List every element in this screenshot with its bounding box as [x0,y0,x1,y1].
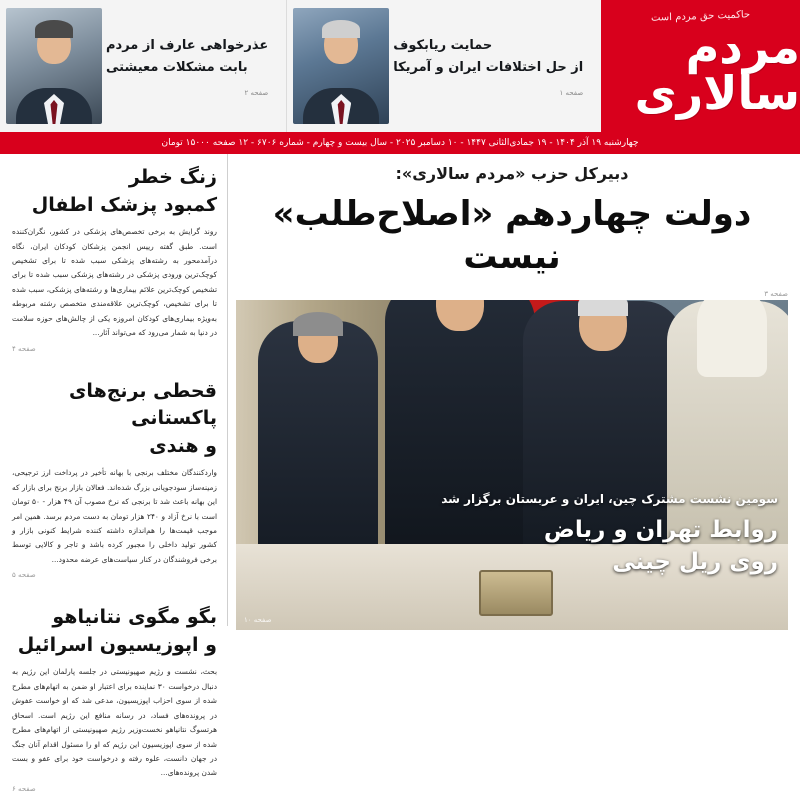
top-story-item[interactable] [287,0,601,132]
delegate-figure-left [258,321,378,551]
issue-date-bar [0,132,800,154]
photo-page-ref: صفحه ۱۰ [244,616,272,624]
sidebar-article-body: روند گرایش به برخی تخصص‌های پزشکی در کشور، نگران‌کننده است. طبق گفته رییس انجمن پزشکان کودکان ایران، نگاه درآمدمحور به رشته‌های پزشکی سبب شده تا برای تشخیص کوچک‌ترین ورودی پزشکی در رشته‌های پزشکی سبب شده تا برای تشخیص کوچک‌ترین علائم بیماری‌ها و رشته‌های پزشکی، سبب شده تا برای تشخیص، کوچک‌ترین علاقه‌مندی متخصص رشته مربوطه به‌ویژه بیماری‌های کودکان امروزه یکی از چالش‌های حوزه سلامت در دنیا به شمار می‌رود که می‌تواند آثار... [12,227,217,338]
issue-date-text: چهارشنبه ۱۹ آذر ۱۴۰۴ - ۱۹ جمادی‌الثانی ۱۴۴۷ - ۱۰ دسامبر ۲۰۲۵ - سال بیست و چهارم - شماره ۶۷۰۶ - ۱۲ صفحه ۱۵۰۰۰ تومان [161,138,639,148]
top-stories-strip [0,0,601,132]
lead-headline: دولت چهاردهم «اصلاح‌طلب» نیست [272,194,752,277]
front-page-body [0,154,800,793]
top-story-headline-line2: از حل اختلافات ایران و آمریکا [393,60,584,75]
top-story-headline-line2: بابت مشکلات معیشتی [106,60,248,75]
top-story-headline-line1: حمایت ریابکوف [393,37,493,53]
top-story-headline-line1: عذرخواهی عارف از مردم [106,37,269,53]
sidebar-article-title-line2: و هندی [149,434,217,457]
photo-caption-title-line1: روابط تهران و ریاض [543,516,778,543]
lead-page-ref: صفحه ۳ [764,290,788,298]
sidebar-article-title-line1: قحطی برنج‌های پاکستانی [69,379,217,430]
sidebar-article-title-line1: بگو مگوی نتانیاهو [52,606,217,629]
lead-kicker: دبیرکل حزب «مردم سالاری»: [395,164,629,183]
sidebar-article-page-ref: صفحه ۴ [12,344,36,353]
sidebar-article-title-line1: زنگ خطر [128,166,217,188]
photo-caption-title-line2: روی ریل چینی [612,548,778,575]
newspaper-title: مردم سالاری [634,19,800,120]
lead-photo[interactable] [236,300,788,630]
masthead [0,0,800,132]
sidebar-article-body: بحث، نشست و رژیم صهیونیستی در جلسه پارلمان این رژیم به دنبال درخواست ۳۰ نماینده برای اعتبار او ضمن به اتهام‌های مطرح شده از سوی احزاب اپوزیسیون، مدعی شد که او خواست عفوش در پرونده‌های فساد، در رسانه منافع این رژیم است. اسحاق هرتسوگ نتانیاهو نخست‌وزیر رژیم صهیونیستی از اتهام‌های مطرح شده از سوی اپوزیسیون این رژیم که او را مسئول اقدام آنان جنگ در جهان دانست، علوه رفته و درخواست خود برای عفو و بست شدن پرونده‌های... [12,667,217,778]
sidebar-article[interactable] [12,164,217,353]
newspaper-logo[interactable] [601,0,800,132]
portrait-aref-photo [6,8,102,124]
sidebar-article[interactable] [12,604,217,793]
sidebar-article-body: واردکنندگان مختلف برنجی با بهانه‌ تأخیر در پرداخت ارز ترجیحی، زمینه‌ساز سودجویانی بزرگ شده‌اند. فعالان بازار برنج برای بازار که این بهانه باعث شد تا برنجی که نرخ مصوب آن ۴۹ هزار - ۵۰ تومان است با نرخ آزاد و ۲۴۰ هزار تومان به دست مردم برسد. همین امر موجب قیمت‌ها را هم‌اندازه داشته کننده شرایط کنونی بازار و کشور تولید داخلی را مجبور کرده باشد و تاجر و کالایی توسط برخی فروشندگان در کنار سیاست‌های عرضه محدود... [12,468,217,564]
sidebar-article[interactable] [12,378,217,580]
photo-caption [441,492,778,578]
main-column [228,154,800,626]
sidebar-article-page-ref: صفحه ۶ [12,784,36,793]
sidebar-article-page-ref: صفحه ۵ [12,571,36,580]
logo-slogan: حاکمیت حق مردم است [650,8,751,24]
sidebar-article-title-line2: کمبود پزشک اطفال [31,193,217,216]
portrait-ryabkov-photo [293,8,389,124]
photo-caption-kicker: سومین نشست مشترک چین، ایران و عربستان برگزار شد [441,491,778,506]
top-story-page-ref: صفحه ۱ [559,89,584,98]
sidebar-column [0,154,228,793]
top-story-item[interactable] [0,0,287,132]
top-story-page-ref: صفحه ۲ [244,89,269,98]
sidebar-article-title-line2: و اپوزیسیون اسرائیل [17,633,217,656]
